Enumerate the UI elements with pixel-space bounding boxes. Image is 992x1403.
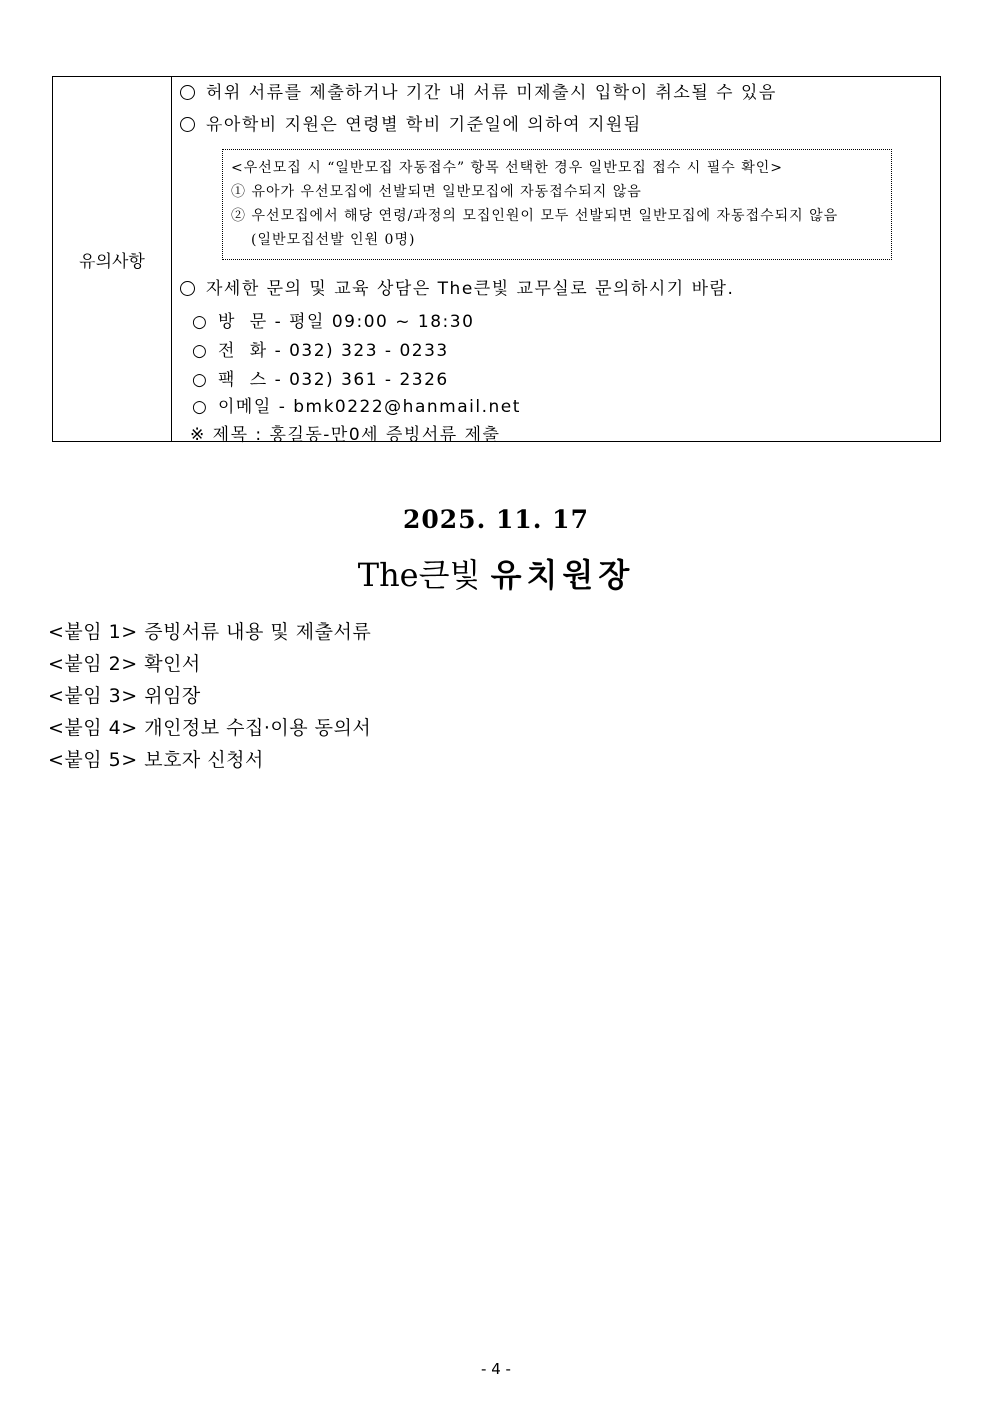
auto-application-box [222,149,892,260]
signer [0,550,992,596]
box-item: ① 유아가 우선모집에 선발되면 일반모집에 자동접수되지 않음 [231,184,642,200]
notice-content [172,77,940,445]
box-heading: <우선모집 시 “일반모집 자동접수” 항목 선택한 경우 일반모집 접수 시 필수 확인> [231,160,783,176]
contact-phone: ○ 전 화 - 032) 323 - 0233 [192,341,449,361]
inquiry-line: 자세한 문의 및 교육 상담은 The큰빛 교무실로 문의하시기 바람. [180,274,734,299]
contact-email: ○ 이메일 - bmk0222@hanmail.net [192,397,521,417]
notice-table [52,76,941,445]
contact-visit: ○ 방 문 - 평일 09:00 ~ 18:30 [192,312,475,332]
notice-item: 허위 서류를 제출하거나 기간 내 서류 미제출시 입학이 취소될 수 있음 [180,78,777,103]
circle-bullet-icon [180,281,195,296]
contact-fax: ○ 팩 스 - 032) 361 - 2326 [192,370,449,390]
attachment-item: <붙임 3> 위임장 [48,685,201,707]
circle-bullet-icon [180,117,195,132]
attachment-item: <붙임 1> 증빙서류 내용 및 제출서류 [48,621,372,643]
notice-label: 유의사항 [53,77,172,441]
attachment-item: <붙임 4> 개인정보 수집·이용 동의서 [48,717,372,739]
circle-bullet-icon [180,85,195,100]
attachment-item: <붙임 2> 확인서 [48,653,201,675]
box-item-continuation: (일반모집선발 인원 0명) [251,232,416,248]
document-date: 2025. 11. 17 [403,505,589,534]
reference-mark-icon: ※ [190,425,206,445]
attachment-item: <붙임 5> 보호자 신청서 [48,749,264,771]
box-item: ② 우선모집에서 해당 연령/과정의 모집인원이 모두 선발되면 일반모집에 자동접수되지 않음 [231,208,839,224]
page-number: - 4 - [481,1360,511,1378]
kindergarten-name: The큰빛 [357,556,481,594]
notice-item: 유아학비 지원은 연령별 학비 기준일에 의하여 지원됨 [180,110,642,135]
subject-note: ※ 제목 : 홍길동-만0세 증빙서류 제출 [190,425,501,445]
attachment-list [48,616,371,776]
principal-title: 유치원장 [490,556,635,594]
